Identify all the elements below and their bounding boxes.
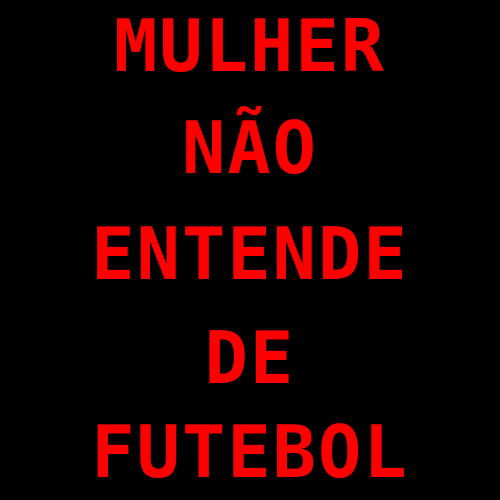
poster-line-1: MULHER bbox=[113, 4, 387, 88]
poster-line-3: ENTENDE bbox=[91, 212, 409, 296]
poster-line-4: DE bbox=[204, 316, 296, 400]
poster-line-5: FUTEBOL bbox=[91, 410, 409, 494]
poster-line-2: NÃO bbox=[181, 106, 319, 190]
